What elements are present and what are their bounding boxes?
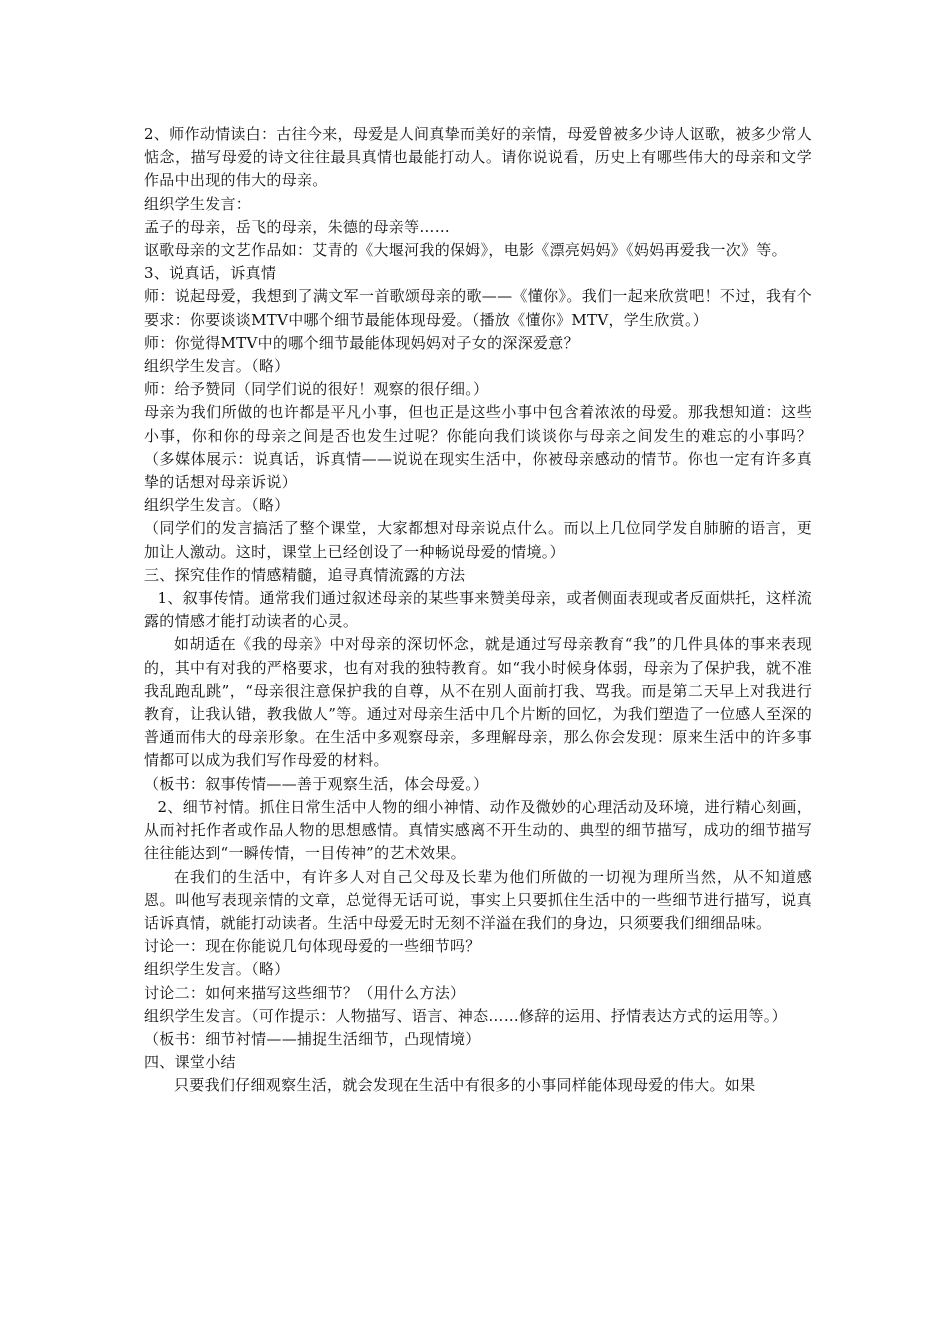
- paragraph-p19: 讨论一：现在你能说几句体现母爱的一些细节吗？: [144, 937, 481, 956]
- paragraph-p09: 师：给予赞同（同学们说的很好！观察的很仔细。）: [144, 380, 489, 399]
- paragraph-p25: 只要我们仔细观察生活，就会发现在生活中有很多的小事同样能体现母爱的伟大。如果: [174, 1076, 756, 1095]
- paragraph-p14: 1、叙事传情。通常我们通过叙述母亲的某些事来赞美母亲，或者侧面表现或者反面烘托，这样流露的情感才能打动读者的心灵。: [144, 589, 812, 631]
- paragraph-p08: 组织学生发言。（略）: [144, 357, 290, 376]
- paragraph-p16: （板书：叙事传情——善于观察生活，体会母爱。）: [144, 774, 489, 793]
- paragraph-p02: 组织学生发言：: [144, 194, 252, 213]
- paragraph-p04: 讴歌母亲的文艺作品如：艾青的《大堰河我的保姆》，电影《漂亮妈妈》《妈妈再爱我一次》等。: [144, 241, 787, 260]
- paragraph-p23: （板书：细节衬情——捕捉生活细节，凸现情境）: [144, 1029, 481, 1048]
- paragraph-p01: 2、师作动情读白：古往今来，母爱是人间真挚而美好的亲情，母爱曾被多少诗人讴歌，被多少常人惦念，描写母爱的诗文往往最具真情也最能打动人。请你说说看，历史上有哪些伟大的母亲和文学作品中出现的伟大的母亲。: [144, 125, 812, 190]
- paragraph-p12: （同学们的发言搞活了整个课堂，大家都想对母亲说点什么。而以上几位同学发自肺腑的语言，更加让人激动。这时，课堂上已经创设了一种畅说母爱的情境。）: [144, 519, 812, 561]
- paragraph-p24: 四、课堂小结: [144, 1053, 236, 1072]
- paragraph-p22: 组织学生发言。（可作提示：人物描写、语言、神态……修辞的运用、抒情表达方式的运用等。）: [144, 1006, 787, 1025]
- paragraph-p06: 师：说起母爱，我想到了满文军一首歌颂母亲的歌——《懂你》。我们一起来欣赏吧！不过，我有个要求：你要谈谈MTV中哪个细节最能体现母爱。（播放《懂你》MTV，学生欣赏。）: [144, 287, 812, 329]
- paragraph-p10: 母亲为我们所做的也许都是平凡小事，但也正是这些小事中包含着浓浓的母爱。那我想知道：这些小事，你和你的母亲之间是否也发生过呢？你能向我们谈谈你与母亲之间发生的难忘的小事吗？（多媒体展示：说真话，诉真情——说说在现实生活中，你被母亲感动的情节。你也一定有许多真挚的话想对母亲诉说）: [144, 403, 812, 492]
- paragraph-p13: 三、探究佳作的情感精髓，追寻真情流露的方法: [144, 565, 466, 584]
- paragraph-p15: 如胡适在《我的母亲》中对母亲的深切怀念，就是通过写母亲教育“我”的几件具体的事来表现的，其中有对我的严格要求，也有对我的独特教育。如“我小时候身体弱，母亲为了保护我，就不准我乱跑乱跳”，“母亲很注意保护我的自尊，从不在别人面前打我、骂我。而是第二天早上对我进行教育，让我认错，教我做人”等。通过对母亲生活中几个片断的回忆，为我们塑造了一位感人至深的普通而伟大的母亲形象。在生活中多观察母亲，多理解母亲，那么你会发现：原来生活中的许多事情都可以成为我们写作母爱的材料。: [144, 635, 812, 770]
- paragraph-p21: 讨论二：如何来描写这些细节？（用什么方法）: [144, 983, 466, 1002]
- paragraph-p11: 组织学生发言。（略）: [144, 496, 290, 515]
- paragraph-p18: 在我们的生活中，有许多人对自己父母及长辈为他们所做的一切视为理所当然，从不知道感恩。叫他写表现亲情的文章，总觉得无话可说，事实上只要抓住生活中的一些细节进行描写，说真话诉真情，就能打动读者。生活中母爱无时无刻不洋溢在我们的身边，只须要我们细细品味。: [144, 867, 812, 932]
- paragraph-p05: 3、说真话，诉真情: [144, 264, 277, 283]
- paragraph-p03: 孟子的母亲，岳飞的母亲，朱德的母亲等……: [144, 217, 451, 236]
- document-body: [144, 123, 812, 1098]
- paragraph-p17: 2、细节衬情。抓住日常生活中人物的细小神情、动作及微妙的心理活动及环境，进行精心刻画，从而衬托作者或作品人物的思想感情。真情实感离不开生动的、典型的细节描写，成功的细节描写往往能达到“一瞬传情，一目传神”的艺术效果。: [144, 797, 812, 863]
- paragraph-p20: 组织学生发言。（略）: [144, 960, 290, 979]
- paragraph-p07: 师：你觉得MTV中的哪个细节最能体现妈妈对子女的深深爱意？: [144, 333, 579, 352]
